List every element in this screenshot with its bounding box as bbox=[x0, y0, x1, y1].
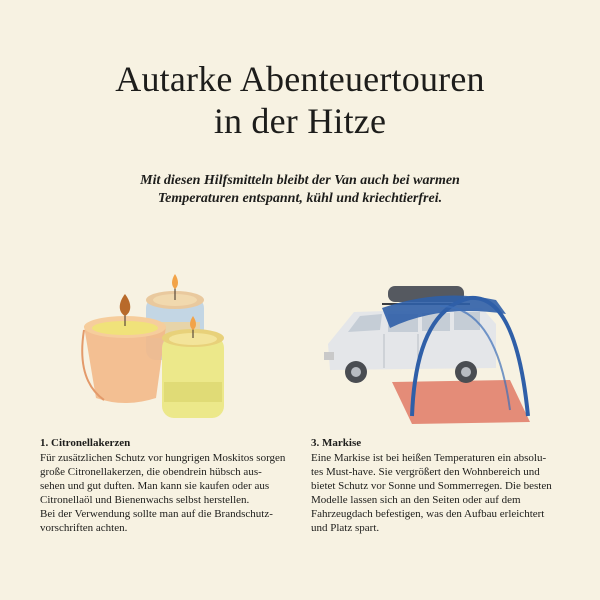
citronella-candles-illustration bbox=[70, 270, 250, 430]
section-markise bbox=[311, 436, 561, 535]
body-line: vorschriften achten. bbox=[40, 522, 128, 534]
body-line: Für zusätzlichen Schutz vor hungrigen Moskitos sorgen bbox=[40, 452, 286, 464]
body-line: Citronellaöl und Bienenwachs selbst herstellen. bbox=[40, 494, 250, 506]
section-heading: 1. Citronellakerzen bbox=[40, 437, 131, 449]
body-line: Fahrzeugdach befestigen, was den Aufbau erleichtert bbox=[311, 508, 545, 520]
title-line-1: Autarke Abenteuertouren bbox=[115, 59, 485, 99]
body-line: und Platz spart. bbox=[311, 522, 380, 534]
body-line: tes Must-have. Sie vergrößert den Wohnbereich und bbox=[311, 466, 540, 478]
section-citronellakerzen bbox=[40, 436, 290, 535]
body-line: Bei der Verwendung sollte man auf die Brandschutz- bbox=[40, 508, 273, 520]
body-line: bietet Schutz vor Sonne und Sommerregen. Die besten bbox=[311, 480, 552, 492]
body-line: Modelle lassen sich an den Seiten oder auf dem bbox=[311, 494, 521, 506]
section-heading: 3. Markise bbox=[311, 437, 362, 449]
page-subtitle bbox=[60, 172, 540, 208]
section-body bbox=[311, 451, 561, 535]
body-line: sehen und gut duften. Man kann sie kaufen oder aus bbox=[40, 480, 270, 492]
subtitle-line-1: Mit diesen Hilfsmitteln bleibt der Van auch bei warmen bbox=[140, 173, 460, 188]
page-title bbox=[0, 58, 600, 142]
body-line: Eine Markise ist bei heißen Temperaturen ein absolu- bbox=[311, 452, 547, 464]
van-awning-illustration bbox=[320, 270, 550, 430]
title-line-2: in der Hitze bbox=[213, 101, 387, 141]
section-body bbox=[40, 451, 290, 535]
subtitle-line-2: Temperaturen entspannt, kühl und kriechtierfrei. bbox=[157, 191, 443, 206]
body-line: große Citronellakerzen, die obendrein hübsch aus- bbox=[40, 466, 262, 478]
